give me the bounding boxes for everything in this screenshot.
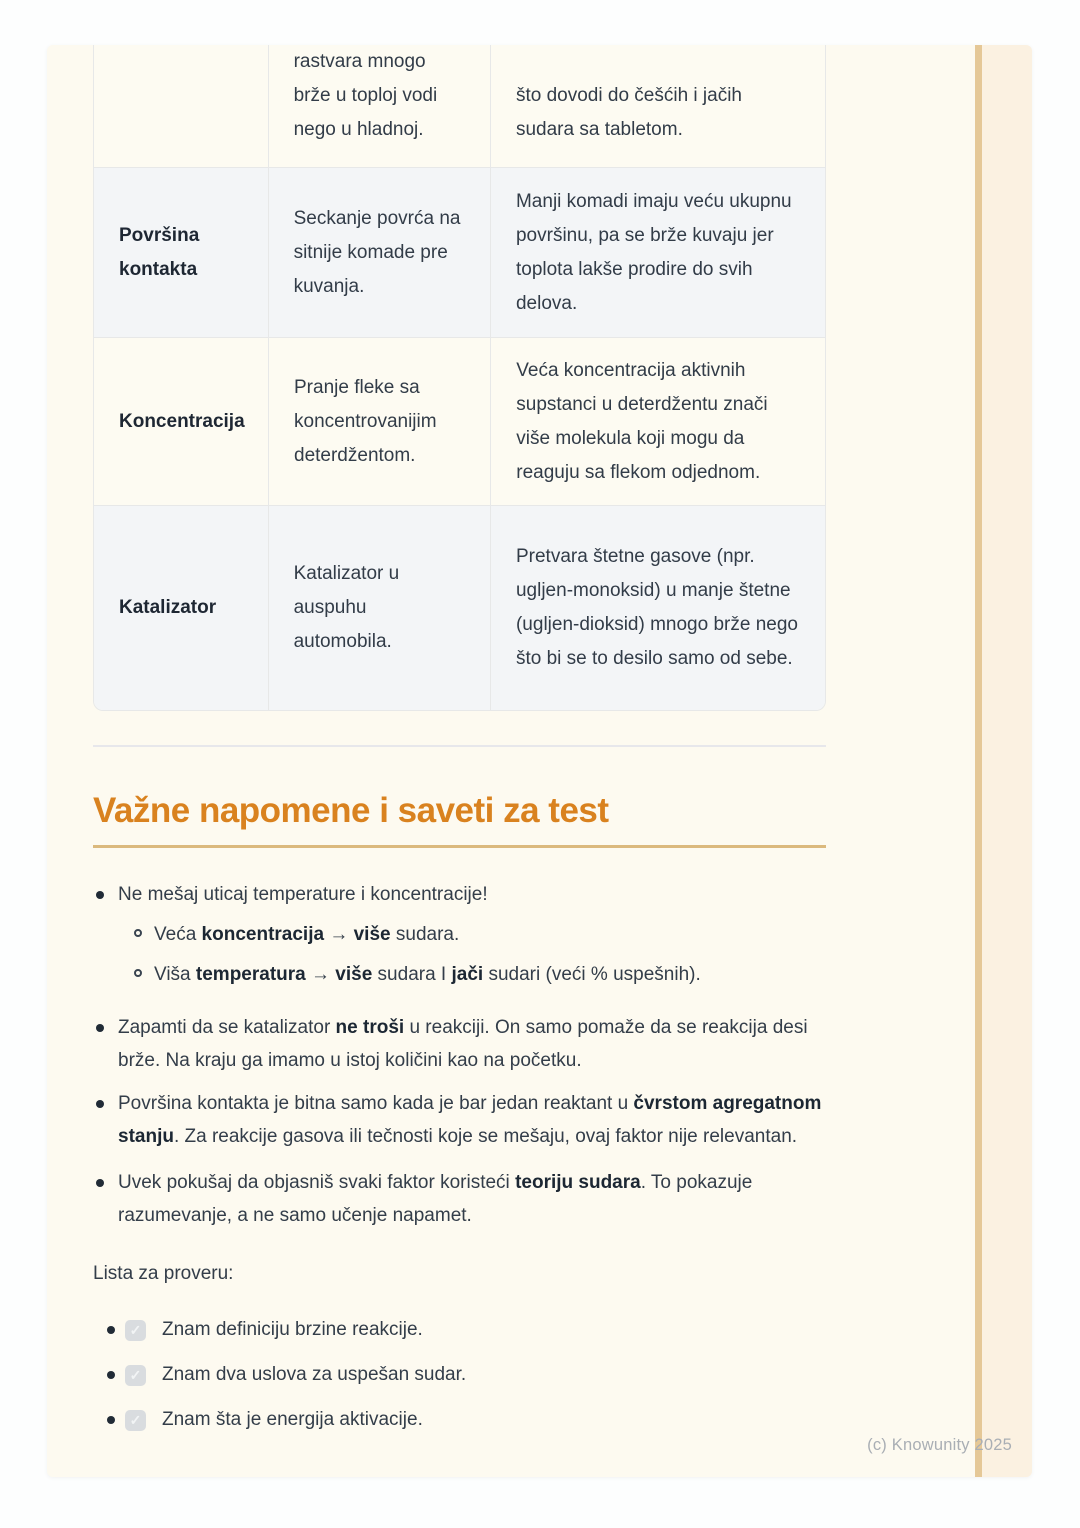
page-content: [93, 45, 826, 1454]
notes-list: [93, 878, 826, 1290]
section-title: Važne napomene i saveti za test: [93, 791, 826, 848]
bullet-dot-icon: [107, 1326, 115, 1334]
circle-bullet-icon: [134, 929, 142, 937]
check-icon: ✓: [129, 1322, 142, 1338]
accent-panel: [982, 45, 1032, 1477]
note-item: [93, 1087, 826, 1153]
note-text: Viša temperatura → više sudara I jači sudari (veći % uspešnih).: [154, 964, 701, 985]
sub-note-item: [134, 918, 826, 951]
table-row: [94, 45, 825, 167]
factor-cell: Površina kontakta: [119, 224, 200, 280]
bullet-dot-icon: [96, 1100, 104, 1108]
sub-note-item: [134, 958, 826, 991]
table-row: [94, 337, 825, 505]
note-item: [93, 1011, 826, 1077]
checklist-intro: Lista za proveru:: [93, 1263, 234, 1284]
bullet-dot-icon: [107, 1371, 115, 1379]
check-icon: ✓: [129, 1412, 142, 1428]
example-cell: rastvara mnogo brže u toploj vodi nego u hladnoj.: [268, 45, 490, 167]
example-cell: Katalizator u auspuhu automobila.: [268, 506, 490, 710]
document-page: [47, 45, 1032, 1477]
accent-bar: [975, 45, 982, 1477]
checklist-item: [104, 1319, 826, 1341]
check-icon: ✓: [129, 1367, 142, 1383]
note-text: Ne mešaj uticaj temperature i koncentracije!: [118, 884, 488, 905]
checklist-item: [104, 1409, 826, 1431]
bullet-dot-icon: [96, 891, 104, 899]
checklist-label: Znam definiciju brzine reakcije.: [162, 1319, 423, 1340]
checklist: [93, 1319, 826, 1431]
table-row: [94, 505, 825, 710]
arrow-glyph: →: [324, 924, 354, 945]
note-text: Površina kontakta je bitna samo kada je bar jedan reaktant u čvrstom agregatnom stanju. Za reakcije gasova ili tečnosti koje se mešaju, ovaj faktor nije relevantan.: [118, 1093, 822, 1147]
checkbox[interactable]: [125, 1365, 146, 1386]
checkbox[interactable]: [125, 1410, 146, 1431]
table-row: [94, 167, 825, 337]
arrow-glyph: →: [305, 964, 336, 985]
note-item: [93, 1166, 826, 1232]
factor-cell: [94, 45, 268, 167]
factor-cell: Katalizator: [119, 597, 217, 618]
note-item: [93, 878, 826, 911]
factor-cell: Koncentracija: [119, 410, 245, 432]
note-text: Zapamti da se katalizator ne troši u reakciji. On samo pomaže da se reakcija desi brže. Na kraju ga imamo u istoj količini kao na početku.: [118, 1017, 808, 1071]
checklist-label: Znam dva uslova za uspešan sudar.: [162, 1364, 467, 1385]
note-text: Uvek pokušaj da objasniš svaki faktor koristeći teoriju sudara. To pokazuje razumevanje, a ne samo učenje napamet.: [118, 1172, 753, 1226]
bullet-dot-icon: [96, 1024, 104, 1032]
explanation-cell: Pretvara štetne gasove (npr. ugljen-monoksid) u manje štetne (ugljen-dioksid) mnogo brže nego što bi se to desilo samo od sebe.: [490, 506, 825, 710]
bullet-dot-icon: [107, 1416, 115, 1424]
factors-table: [93, 45, 826, 711]
example-cell: Pranje fleke sa koncentrovanijim deterdžentom.: [268, 338, 490, 505]
checkbox[interactable]: [125, 1320, 146, 1341]
note-text: Veća koncentracija → više sudara.: [154, 924, 460, 945]
circle-bullet-icon: [134, 969, 142, 977]
checklist-label: Znam šta je energija aktivacije.: [162, 1409, 423, 1430]
checklist-item: [104, 1364, 826, 1386]
example-cell: Seckanje povrća na sitnije komade pre kuvanja.: [268, 168, 490, 337]
explanation-cell: što dovodi do češćih i jačih sudara sa tabletom.: [490, 45, 825, 167]
copyright-label: (c) Knowunity 2025: [867, 1436, 1012, 1454]
bullet-dot-icon: [96, 1179, 104, 1187]
explanation-cell: Veća koncentracija aktivnih supstanci u deterdžentu znači više molekula koji mogu da reaguju sa flekom odjednom.: [490, 338, 825, 505]
explanation-cell: Manji komadi imaju veću ukupnu površinu, pa se brže kuvaju jer toplota lakše prodire do svih delova.: [490, 168, 825, 337]
section-divider: [93, 745, 826, 747]
